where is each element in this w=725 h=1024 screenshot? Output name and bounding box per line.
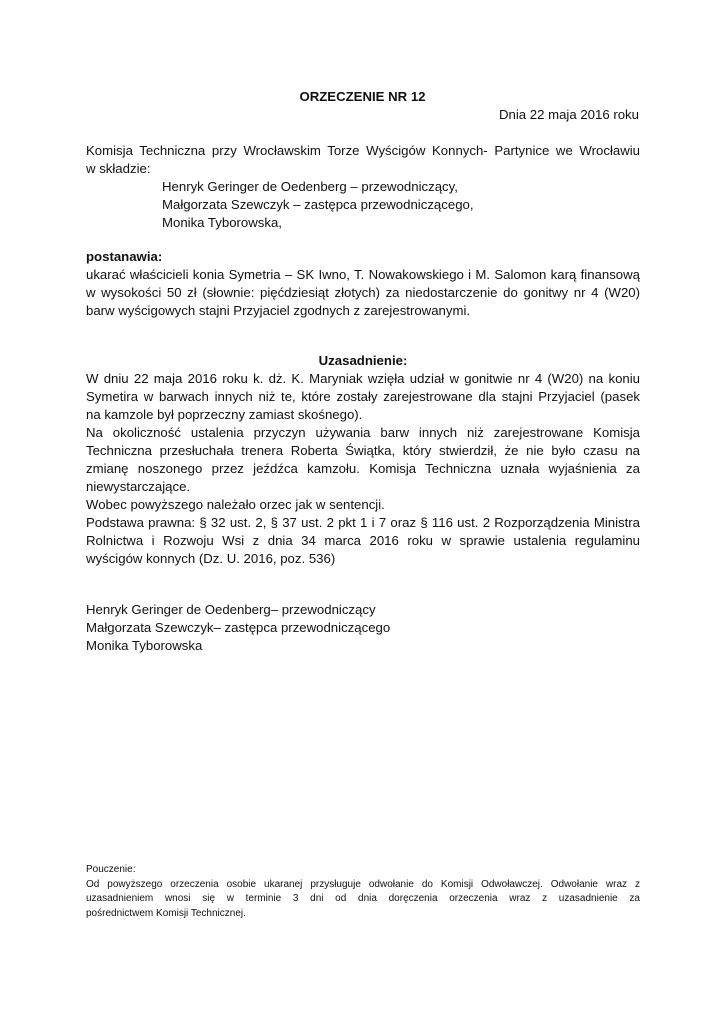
document-date: Dnia 22 maja 2016 roku (498, 107, 639, 122)
decision-line: w wysokości 50 zł (słownie: pięćdziesiąt złotych) za niedostarczenie do gonitwy nr 4 (W20) (86, 285, 640, 300)
justification-line: Na okoliczność ustalenia przyczyn używania barw innych niż zarejestrowane Komisja (86, 425, 640, 440)
decision-section (86, 248, 640, 320)
justification-line: Techniczna przesłuchała trenera Roberta Świątka, który stwierdził, że nie było czasu na (86, 443, 640, 458)
decision-heading: postanawia: (86, 249, 163, 264)
decision-line: ukarać właścicieli konia Symetria – SK Iwno, T. Nowakowskiego i M. Salomon karą finansową (86, 267, 640, 282)
intro-line: w składzie: (86, 161, 151, 176)
justification-heading: Uzasadnienie: (318, 353, 408, 368)
document-title: ORZECZENIE NR 12 (299, 89, 426, 104)
notice-line: pośrednictwem Komisji Technicznej. (86, 907, 246, 919)
notice-line: Od powyższego orzeczenia osobie ukaranej przysługuje odwołanie do Komisji Odwoławczej. Odwołanie wraz z (86, 878, 640, 890)
justification-line: Rolnictwa i Rozwoju Wsi z dnia 34 marca 2016 roku w sprawie ustalenia regulaminu (86, 533, 640, 548)
signature-line: Monika Tyborowska (86, 638, 203, 653)
committee-member: Małgorzata Szewczyk – zastępca przewodniczącego, (162, 197, 474, 212)
justification-line: zmianę noszonego przez jeźdźca kamzołu. Komisja Techniczna uznała wyjaśnienia za (86, 461, 640, 476)
notice-line: uzasadnieniem wnosi się w terminie 3 dni od dnia doręczenia orzeczenia wraz z uzasadnienie za (86, 893, 640, 904)
signature-line: Henryk Geringer de Oedenberg– przewodniczący (86, 602, 376, 617)
intro-section (86, 142, 640, 232)
signatures-section (86, 601, 640, 655)
justification-line: Wobec powyższego należało orzec jak w sentencji. (86, 497, 385, 512)
committee-member: Henryk Geringer de Oedenberg – przewodniczący, (162, 179, 458, 194)
notice-section (86, 863, 640, 921)
justification-line: niewystarczające. (86, 479, 191, 494)
decision-line: barw wyścigowych stajni Przyjaciel zgodnych z zarejestrowanymi. (86, 303, 471, 318)
intro-line: Komisja Techniczna przy Wrocławskim Torze Wyścigów Konnych- Partynice we Wrocławiu (86, 143, 640, 158)
committee-member: Monika Tyborowska, (162, 215, 282, 230)
notice-heading: Pouczenie: (86, 864, 136, 875)
justification-line: Podstawa prawna: § 32 ust. 2, § 37 ust. 2 pkt 1 i 7 oraz § 116 ust. 2 Rozporządzenia Ministra (86, 515, 640, 530)
justification-line: Symetira w barwach innych niż te, które zostały zarejestrowane dla stajni Przyjaciel (pasek (86, 389, 640, 404)
justification-line: na kamzole był poprzeczny zamiast skośnego). (86, 407, 363, 422)
justification-line: W dniu 22 maja 2016 roku k. dż. K. Maryniak wzięła udział w gonitwie nr 4 (W20) na koniu (86, 371, 640, 386)
justification-section (86, 352, 640, 568)
justification-line: wyścigów konnych (Dz. U. 2016, poz. 536) (86, 551, 336, 566)
signature-line: Małgorzata Szewczyk– zastępca przewodniczącego (86, 620, 391, 635)
